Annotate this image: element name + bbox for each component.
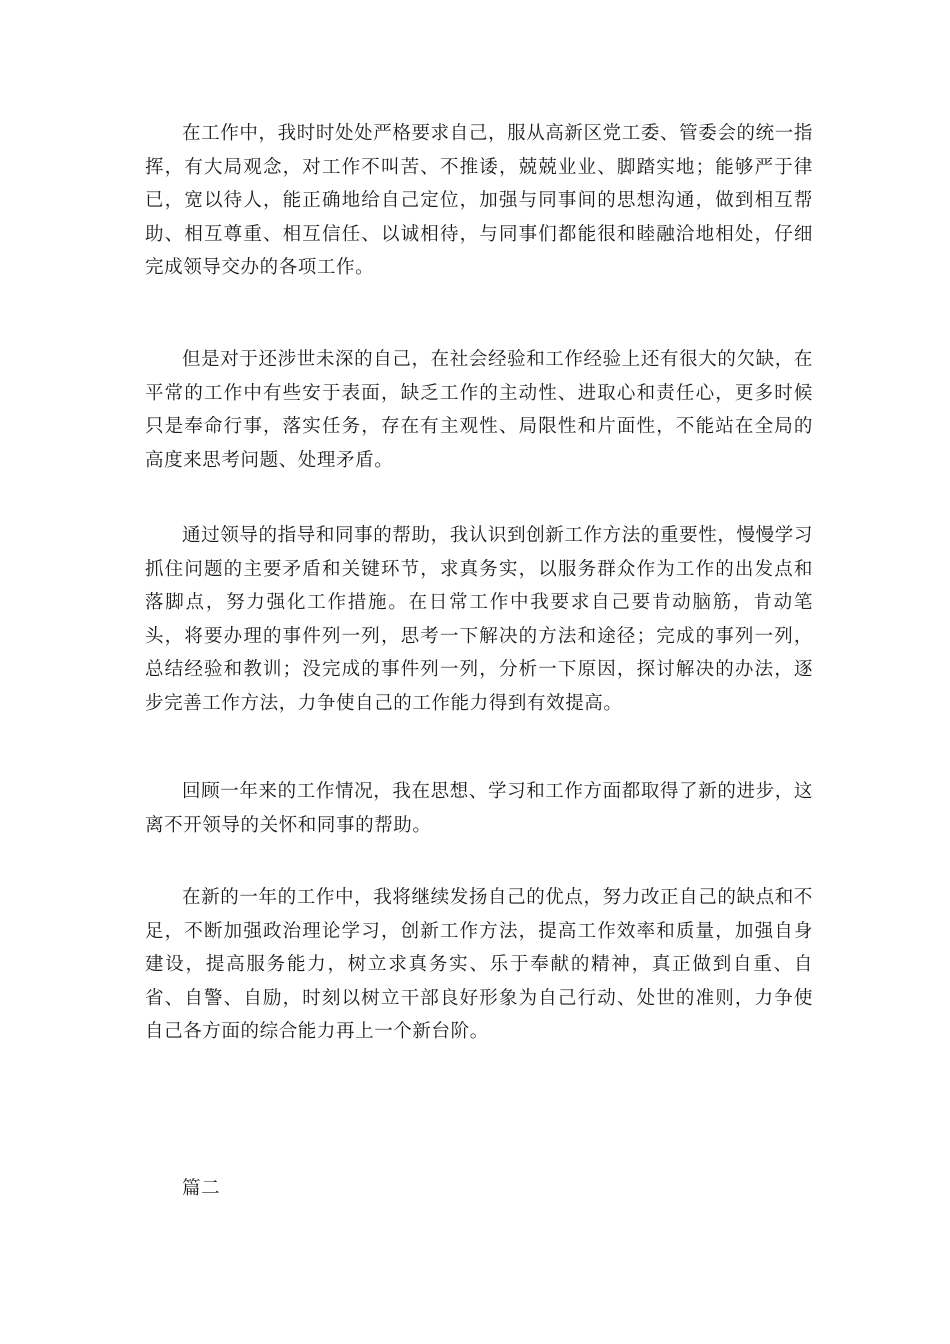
paragraph-work-attitude: 在工作中，我时时处处严格要求自己，服从高新区党工委、管委会的统一指挥，有大局观念，对工作不叫苦、不推诿，兢兢业业、脚踏实地；能够严于律已，宽以待人，能正确地给自己定位，加强与同事间的思想沟通，做到相互帮助、相互尊重、相互信任、以诚相待，与同事们都能很和睦融洽地相处，仔细完成领导交办的各项工作。 (145, 123, 813, 279)
section-heading: 篇二 (182, 1178, 221, 1199)
paragraph-work-methods: 通过领导的指导和同事的帮助，我认识到创新工作方法的重要性，慢慢学习抓住问题的主要矛盾和关键环节，求真务实，以服务群众作为工作的出发点和落脚点，努力强化工作措施。在日常工作中我要求自己要肯动脑筋，肯动笔头，将要办理的事件列一列，思考一下解决的方法和途径；完成的事列一列，总结经验和教训；没完成的事件列一列，分析一下原因，探讨解决的办法，逐步完善工作方法，力争使自己的工作能力得到有效提高。 (145, 525, 813, 714)
paragraph-year-review: 回顾一年来的工作情况，我在思想、学习和工作方面都取得了新的进步，这离不开领导的关怀和同事的帮助。 (145, 781, 813, 836)
paragraph-new-year-plan: 在新的一年的工作中，我将继续发扬自己的优点，努力改正自己的缺点和不足，不断加强政治理论学习，创新工作方法，提高工作效率和质量，加强自身建设，提高服务能力，树立求真务实、乐于奉献的精神，真正做到自重、自省、自警、自励，时刻以树立干部良好形象为自己行动、处世的准则，力争使自己各方面的综合能力再上一个新台阶。 (145, 887, 813, 1043)
paragraph-shortcomings: 但是对于还涉世未深的自己，在社会经验和工作经验上还有很大的欠缺，在平常的工作中有些安于表面，缺乏工作的主动性、进取心和责任心，更多时候只是奉命行事，落实任务，存在有主观性、局限性和片面性，不能站在全局的高度来思考问题、处理矛盾。 (145, 349, 813, 471)
